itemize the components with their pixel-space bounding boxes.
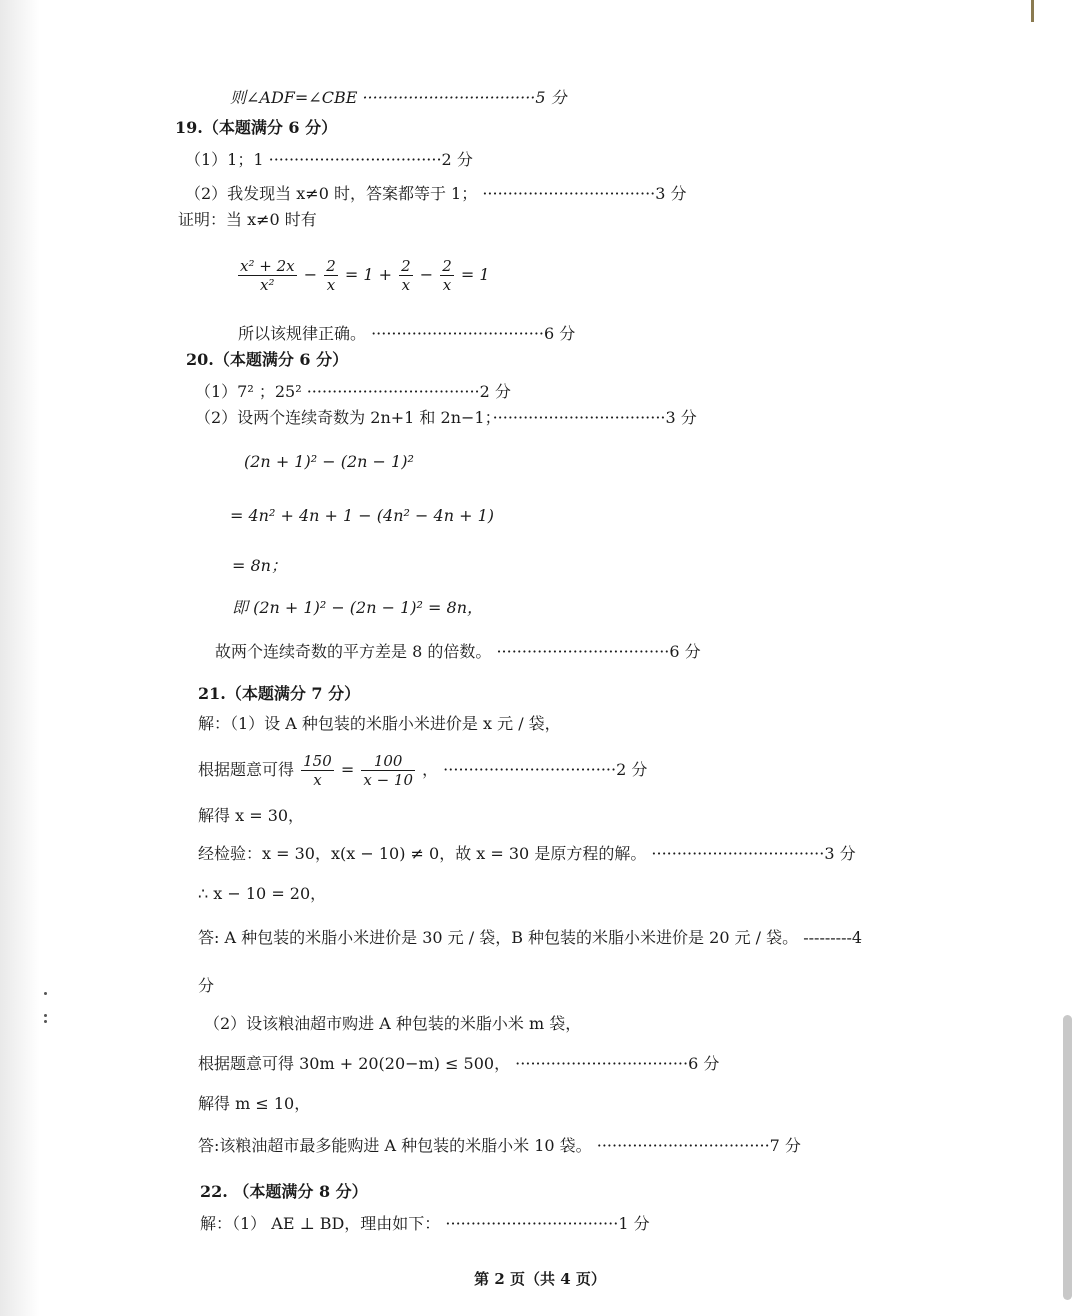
fraction: $\frac{100}{x - 10}$: [363, 752, 413, 789]
scan-dot: [44, 1020, 47, 1023]
q21-setup: 解：（1）设 A 种包装的米脂小米进价是 x 元 / 袋，: [198, 714, 561, 733]
q21-answer2: 答:该粮油超市最多能购进 A 种包装的米脂小米 10 袋。 ··································7 分: [198, 1136, 801, 1155]
q19-equation: $\frac{\text{x² + 2x}}{\text{x²}}$ − $\frac{2}{x}$ = 1 + $\frac{2}{x}$ − $\frac{2}{x}$ = 1: [240, 257, 490, 294]
q21-inequality: 根据题意可得 30m + 20(20−m) ≤ 500， ··································6 分: [198, 1054, 720, 1073]
q21-part2-setup: （2）设该粮油超市购进 A 种包装的米脂小米 m 袋，: [204, 1014, 582, 1033]
fraction: $\frac{150}{x}$: [303, 752, 332, 789]
q20-expr3: = 8n；: [232, 556, 287, 575]
fraction: $\frac{\text{x² + 2x}}{\text{x²}}$: [240, 257, 295, 294]
q22-title: 22. （本题满分 8 分）: [200, 1182, 368, 1201]
q21-equation: 根据题意可得 $\frac{150}{x}$ = $\frac{100}{x - 10}$ ， ··································2 分: [198, 752, 648, 789]
q22-part1: 解：（1） AE ⊥ BD，理由如下： ··································1 分: [200, 1214, 650, 1233]
q20-part1: （1）7² ；25² ··································2 分: [195, 382, 511, 401]
q19-proof-intro: 证明：当 x≠0 时有: [178, 210, 317, 229]
q20-expr1: (2n + 1)² − (2n − 1)²: [244, 452, 414, 471]
fraction: $\frac{2}{x}$: [401, 257, 411, 294]
q21-solve2: 解得 m ≤ 10，: [198, 1094, 311, 1113]
scan-dot: [44, 1014, 47, 1017]
scan-artifact-mark: [1031, 0, 1034, 22]
q20-expr2: = 4n² + 4n + 1 − (4n² − 4n + 1): [230, 506, 494, 525]
q20-expr4: 即 (2n + 1)² − (2n − 1)² = 8n，: [232, 598, 484, 617]
q20-conclusion: 故两个连续奇数的平方差是 8 的倍数。 ··································6 分: [215, 642, 701, 661]
fraction: $\frac{2}{x}$: [326, 257, 336, 294]
q19-part2: （2）我发现当 x≠0 时，答案都等于 1； ··································3 分: [185, 184, 687, 203]
q19-part1: （1）1；1 ··································2 分: [185, 150, 473, 169]
fraction: $\frac{2}{x}$: [442, 257, 452, 294]
q20-title: 20.（本题满分 6 分）: [186, 350, 349, 369]
q20-part2: （2）设两个连续奇数为 2n+1 和 2n−1；··································3 分: [195, 408, 697, 427]
q19-conclusion: 所以该规律正确。 ··································6 分: [238, 324, 576, 343]
q19-title: 19.（本题满分 6 分）: [175, 118, 338, 137]
line-angle-conclusion: 则∠ADF=∠CBE ··································5 分: [230, 88, 567, 107]
scrollbar[interactable]: [1063, 1015, 1072, 1300]
q21-answer1-score: 分: [198, 976, 215, 995]
q21-therefore: ∴ x − 10 = 20，: [198, 884, 327, 903]
q21-answer1: 答: A 种包装的米脂小米进价是 30 元 / 袋，B 种包装的米脂小米进价是 20 元 / 袋。 ---------4: [198, 928, 863, 947]
q21-solve: 解得 x = 30，: [198, 806, 305, 825]
q21-check: 经检验：x = 30，x(x − 10) ≠ 0，故 x = 30 是原方程的解。 ··································3 分: [198, 844, 856, 863]
scan-edge-shadow: [0, 0, 40, 1316]
q21-title: 21.（本题满分 7 分）: [198, 684, 361, 703]
page-footer: 第 2 页（共 4 页）: [474, 1270, 606, 1288]
scan-dot: [44, 992, 47, 995]
